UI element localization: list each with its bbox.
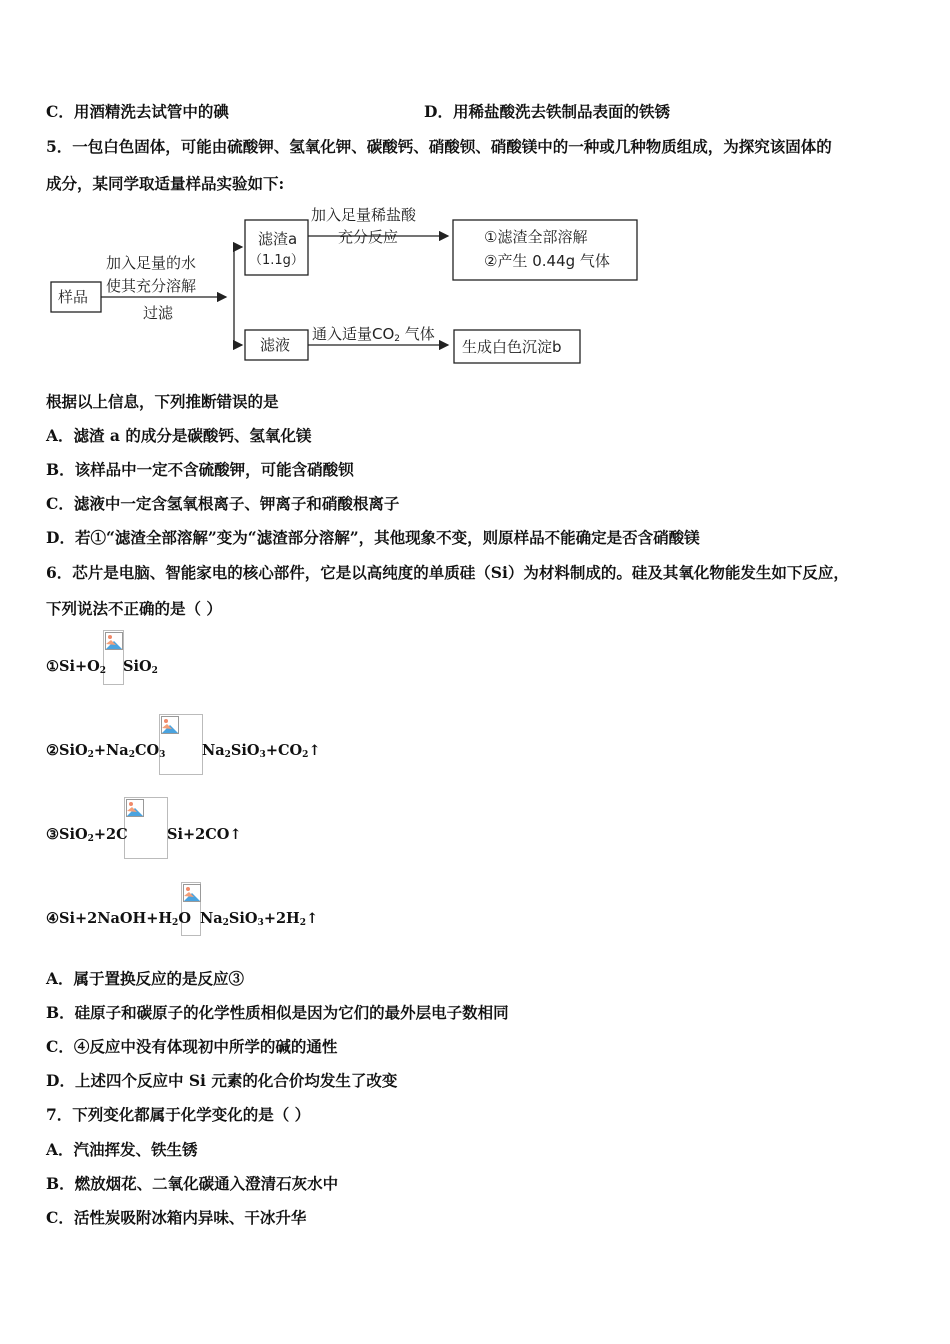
q5-stem-line1: 5．一包白色固体，可能由硫酸钾、氢氧化钾、碳酸钙、硝酸钡、硝酸镁中的一种或几种物质组成，为探究该固体的 — [46, 137, 832, 156]
broken-image-icon — [126, 799, 144, 817]
q6-stem-line2: 下列说法不正确的是（ ） — [46, 599, 222, 618]
step3-label: 通入适量$CO_2$ 气体 — [312, 325, 435, 344]
eq3-condition-image — [124, 797, 168, 859]
q6-stem-line1: 6．芯片是电脑、智能家电的核心部件，它是以高纯度的单质硅（Si）为材料制成的。硅及其氧化物能发生如下反应， — [46, 563, 849, 582]
step1-label-1: 加入足量的水 — [106, 254, 197, 272]
eq2-condition-image — [159, 714, 203, 775]
result2-label: 生成白色沉淀b — [462, 338, 562, 356]
q6-option-d: D．上述四个反应中 Si 元素的化合价均发生了改变 — [46, 1071, 398, 1090]
equation-1-left: $①Si+O_2$ — [46, 658, 107, 676]
q4-option-d: D．用稀盐酸洗去铁制品表面的铁锈 — [424, 102, 670, 121]
residue-label-2: （1.1g） — [249, 253, 304, 268]
equation-3-left: ③SiO$_2$+2C — [46, 826, 128, 844]
q5-option-c: C．滤液中一定含氢氧根离子、钾离子和硝酸根离子 — [46, 494, 400, 513]
residue-label-1: 滤渣a — [258, 230, 298, 248]
eq1-condition-image — [103, 630, 124, 685]
step2-label-1: 加入足量稀盐酸 — [311, 206, 417, 224]
q5-option-a: A．滤渣 a 的成分是碳酸钙、氢氧化镁 — [46, 426, 312, 445]
q6-option-c: C．④反应中没有体现初中所学的碱的通性 — [46, 1037, 338, 1056]
q5-stem-line2: 成分，某同学取适量样品实验如下: — [46, 174, 285, 193]
equation-4-right: $Na_2SiO_3+2H_2↑$ — [200, 910, 319, 928]
q7-option-a: A．汽油挥发、铁生锈 — [46, 1140, 198, 1159]
q5-prompt: 根据以上信息，下列推断错误的是 — [46, 392, 279, 411]
q7-option-b: B．燃放烟花、二氧化碳通入澄清石灰水中 — [46, 1174, 339, 1193]
broken-image-icon — [161, 716, 179, 734]
q6-option-a: A．属于置换反应的是反应③ — [46, 969, 245, 988]
sample-label: 样品 — [58, 288, 89, 306]
broken-image-icon — [105, 632, 123, 650]
q6-option-b: B．硅原子和碳原子的化学性质相似是因为它们的最外层电子数相同 — [46, 1003, 509, 1022]
q4-option-c: C．用酒精洗去试管中的碘 D．用稀盐酸洗去铁制品表面的铁锈 — [46, 102, 670, 121]
step1-label-3: 过滤 — [143, 304, 174, 322]
equation-3-right: Si+2CO↑ — [167, 826, 242, 843]
step2-label-2: 充分反应 — [338, 228, 399, 246]
q5-option-b: B．该样品中一定不含硫酸钾，可能含硝酸钡 — [46, 460, 354, 479]
filtrate-label: 滤液 — [260, 336, 291, 354]
equation-1-right: SiO$_2$ — [123, 658, 158, 676]
step1-label-2: 使其充分溶解 — [106, 277, 197, 295]
equation-2-right: $Na_2SiO_3+CO_2↑$ — [202, 742, 321, 760]
q7-stem: 7．下列变化都属于化学变化的是（ ） — [46, 1105, 311, 1124]
equation-4-left: $④Si+2NaOH+H_2O$ — [46, 910, 191, 928]
q7-option-c: C．活性炭吸附冰箱内异味、干冰升华 — [46, 1208, 307, 1227]
result1-label-1: ①滤渣全部溶解 — [484, 228, 588, 246]
result1-label-2: ②产生 0.44g 气体 — [484, 252, 610, 270]
q5-flow-diagram — [46, 205, 646, 375]
q5-option-d: D．若①“滤渣全部溶解”变为“滤渣部分溶解”，其他现象不变，则原样品不能确定是否含硝酸镁 — [46, 528, 700, 547]
equation-2-left: $②SiO_2+Na_2CO_3$ — [46, 742, 166, 760]
broken-image-icon — [183, 884, 201, 902]
